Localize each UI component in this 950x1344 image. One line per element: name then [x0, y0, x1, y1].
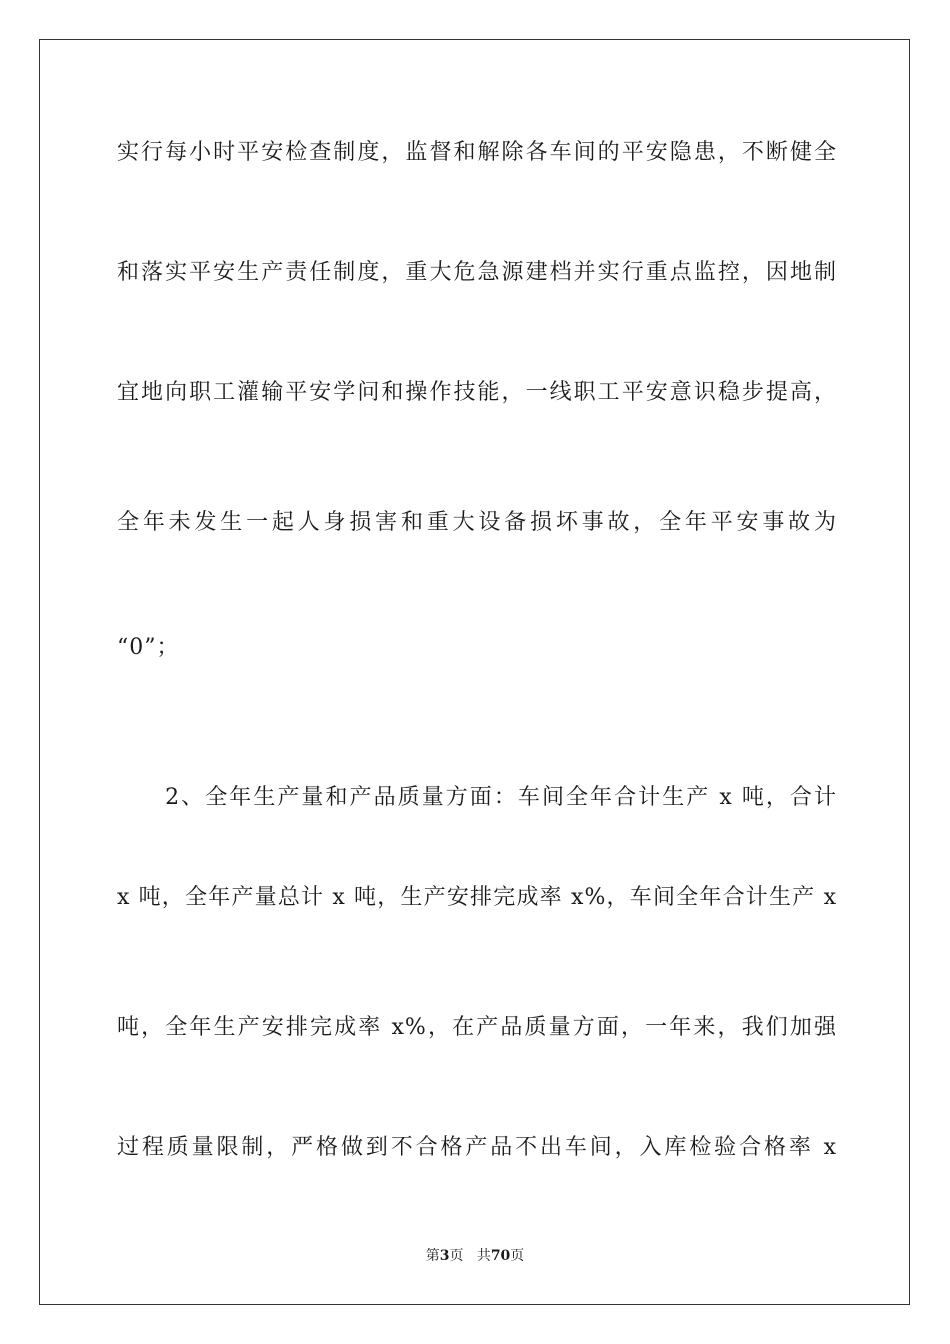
page-footer [0, 1246, 950, 1266]
footer-page-prefix: 第 [425, 1248, 440, 1264]
body-text-line-6: 2、全年生产量和产品质量方面：车间全年合计生产 x 吨，合计 [117, 785, 837, 810]
body-text-line-7: x 吨，全年产量总计 x 吨，生产安排完成率 x%，车间全年合计生产 x [117, 885, 837, 910]
body-text-line-8: 吨，全年生产安排完成率 x%，在产品质量方面，一年来，我们加强 [117, 1015, 837, 1040]
body-text-line-2: 和落实平安生产责任制度，重大危急源建档并实行重点监控，因地制 [117, 260, 837, 285]
body-text-line-5: “0”； [117, 635, 180, 660]
body-text-line-9: 过程质量限制，严格做到不合格产品不出车间，入库检验合格率 x [117, 1135, 837, 1160]
footer-total-suffix: 页 [510, 1248, 525, 1264]
page-border [39, 39, 910, 1305]
footer-total-number: 70 [490, 1248, 511, 1264]
footer-page-suffix: 页 [449, 1248, 464, 1264]
body-text-line-4: 全年未发生一起人身损害和重大设备损坏事故，全年平安事故为 [117, 510, 837, 535]
footer-total-prefix: 共 [476, 1248, 491, 1264]
footer-page-number: 3 [439, 1248, 450, 1264]
body-text-line-1: 实行每小时平安检查制度，监督和解除各车间的平安隐患，不断健全 [117, 140, 837, 165]
body-text-line-3: 宜地向职工灌输平安学问和操作技能，一线职工平安意识稳步提高， [117, 380, 837, 405]
